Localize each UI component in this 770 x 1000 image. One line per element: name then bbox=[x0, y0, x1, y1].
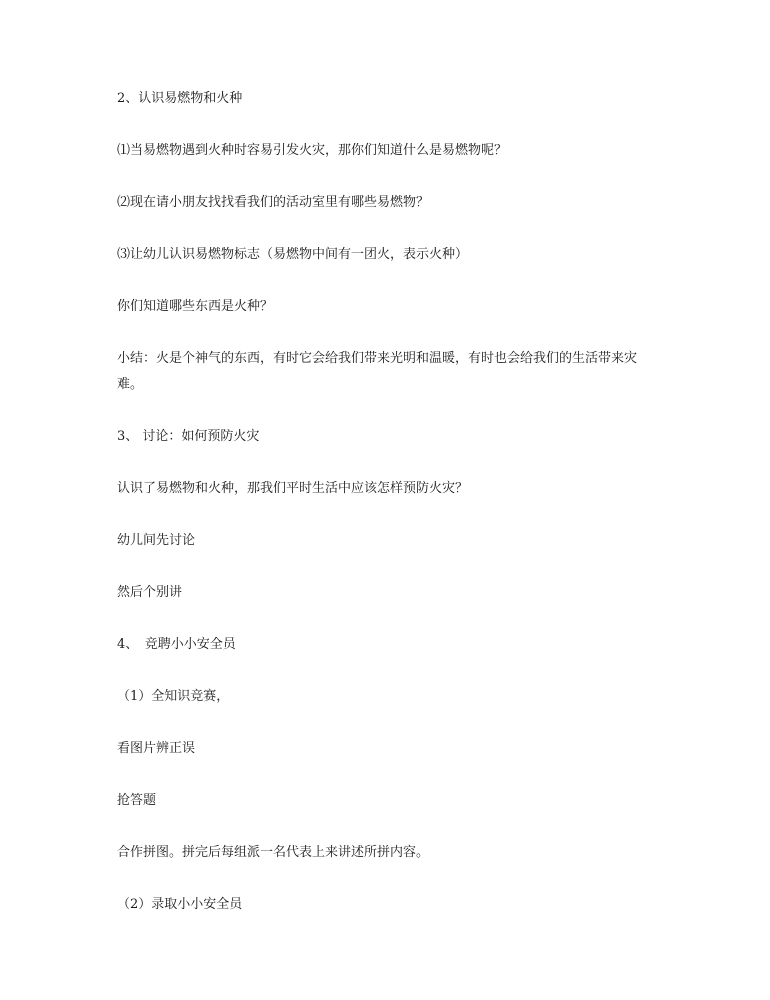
paragraph-knowledge-contest: （1）全知识竞赛， bbox=[117, 689, 230, 704]
paragraph-picture-judge: 看图片辨正误 bbox=[117, 741, 196, 756]
paragraph-puzzle: 合作拼图。拼完后每组派一名代表上来讲述所拼内容。 bbox=[117, 845, 430, 860]
paragraph-individual: 然后个别讲 bbox=[117, 585, 183, 600]
paragraph-item-1: ⑴当易燃物遇到火种时容易引发火灾，那你们知道什么是易燃物呢？ bbox=[117, 143, 508, 158]
paragraph-question-fire-sources: 你们知道哪些东西是火种？ bbox=[117, 299, 274, 314]
paragraph-prevention-question: 认识了易燃物和火种，那我们平时生活中应该怎样预防火灾？ bbox=[117, 481, 469, 496]
paragraph-summary: 小结：火是个神气的东西，有时它会给我们带来光明和温暖，有时也会给我们的生活带来灾难。 bbox=[117, 351, 638, 392]
heading-section-3: 3、 讨论：如何预防火灾 bbox=[117, 429, 260, 444]
paragraph-quick-answer: 抢答题 bbox=[117, 793, 157, 808]
paragraph-item-2: ⑵现在请小朋友找找看我们的活动室里有哪些易燃物？ bbox=[117, 195, 430, 210]
heading-section-4: 4、 竞聘小小安全员 bbox=[117, 637, 236, 652]
paragraph-select-safety-officer: （2）录取小小安全员 bbox=[117, 897, 243, 912]
paragraph-item-3: ⑶让幼儿认识易燃物标志（易燃物中间有一团火，表示火种） bbox=[117, 247, 469, 262]
paragraph-discussion: 幼儿间先讨论 bbox=[117, 533, 196, 548]
heading-section-2: 2、认识易燃物和火种 bbox=[117, 91, 243, 106]
